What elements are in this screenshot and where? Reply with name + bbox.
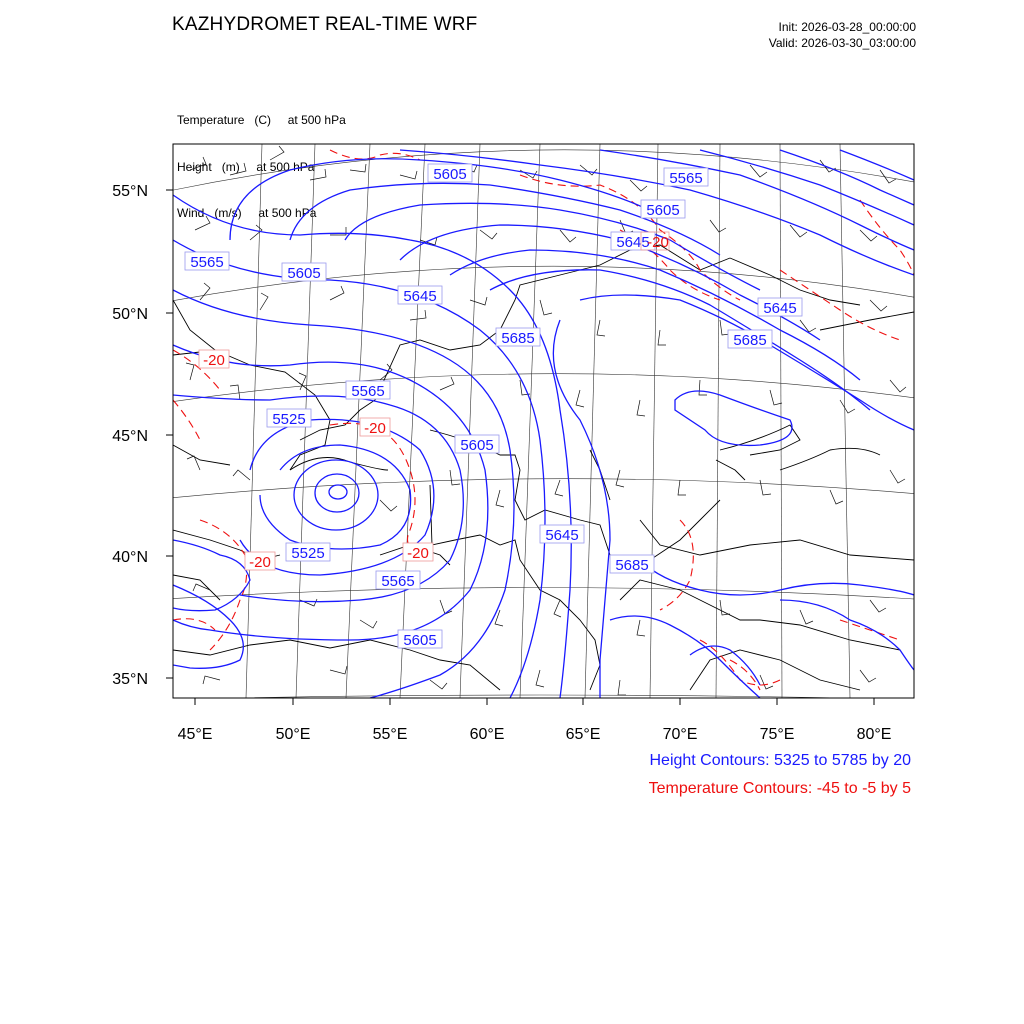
svg-text:-20: -20 (203, 352, 225, 369)
height-label (346, 381, 390, 400)
svg-text:5685: 5685 (733, 332, 767, 349)
lon-label: 65°E (565, 726, 601, 743)
svg-text:5685: 5685 (501, 330, 535, 347)
latitude-labels (112, 183, 148, 688)
field-wind: Wind (m/s) at 500 hPa (177, 206, 317, 220)
height-label (641, 200, 685, 219)
height-legend: Height Contours: 5325 to 5785 by 20 (649, 752, 911, 769)
height-label (398, 286, 442, 305)
lon-label: 55°E (372, 726, 408, 743)
lon-label: 75°E (759, 726, 795, 743)
svg-text:5605: 5605 (646, 202, 680, 219)
lat-label: 50°N (112, 306, 148, 323)
svg-text:5605: 5605 (403, 632, 437, 649)
svg-text:-20: -20 (364, 420, 386, 437)
height-label (664, 168, 708, 187)
init-time: Init: 2026-03-28_00:00:00 (778, 20, 916, 34)
height-label (286, 543, 330, 562)
height-label (540, 525, 584, 544)
lat-label: 45°N (112, 428, 148, 445)
svg-text:5645: 5645 (616, 234, 650, 251)
svg-text:-20: -20 (407, 545, 429, 562)
map-title: KAZHYDROMET REAL-TIME WRF (172, 14, 478, 35)
height-label (282, 263, 326, 282)
height-label (428, 164, 472, 183)
height-label (455, 435, 499, 454)
height-label (758, 298, 802, 317)
lat-label: 35°N (112, 671, 148, 688)
temperature-label (360, 418, 390, 437)
lat-label: 40°N (112, 549, 148, 566)
height-label (398, 630, 442, 649)
svg-text:5645: 5645 (403, 288, 437, 305)
svg-text:5565: 5565 (351, 383, 385, 400)
height-label (610, 555, 654, 574)
svg-text:5525: 5525 (291, 545, 325, 562)
temperature-legend: Temperature Contours: -45 to -5 by 5 (648, 780, 911, 797)
lat-label: 55°N (112, 183, 148, 200)
lon-label: 60°E (469, 726, 505, 743)
height-label (496, 328, 540, 347)
height-label (267, 409, 311, 428)
field-temperature: Temperature (C) at 500 hPa (177, 113, 346, 127)
svg-text:5645: 5645 (545, 527, 579, 544)
temperature-label (199, 350, 229, 369)
svg-text:5565: 5565 (381, 573, 415, 590)
lon-label: 80°E (856, 726, 892, 743)
temperature-label (245, 552, 275, 571)
valid-time: Valid: 2026-03-30_03:00:00 (768, 36, 916, 50)
height-label (185, 252, 229, 271)
lon-label: 70°E (662, 726, 698, 743)
country-borders (173, 245, 914, 690)
svg-text:5605: 5605 (287, 265, 321, 282)
svg-text:5605: 5605 (460, 437, 494, 454)
svg-text:5605: 5605 (433, 166, 467, 183)
svg-text:5565: 5565 (190, 254, 224, 271)
svg-text:5525: 5525 (272, 411, 306, 428)
svg-text:5645: 5645 (763, 300, 797, 317)
temperature-labels (199, 232, 669, 571)
lon-label: 45°E (177, 726, 213, 743)
temperature-label (403, 543, 433, 562)
svg-text:-20: -20 (647, 234, 669, 251)
axis-ticks (166, 190, 874, 705)
field-height: Height (m) at 500 hPa (177, 159, 315, 174)
longitude-labels (178, 726, 892, 743)
height-label (376, 571, 420, 590)
lon-label: 50°E (275, 726, 311, 743)
svg-text:5685: 5685 (615, 557, 649, 574)
svg-text:5565: 5565 (669, 170, 703, 187)
svg-text:-20: -20 (249, 554, 271, 571)
height-label (728, 330, 772, 349)
